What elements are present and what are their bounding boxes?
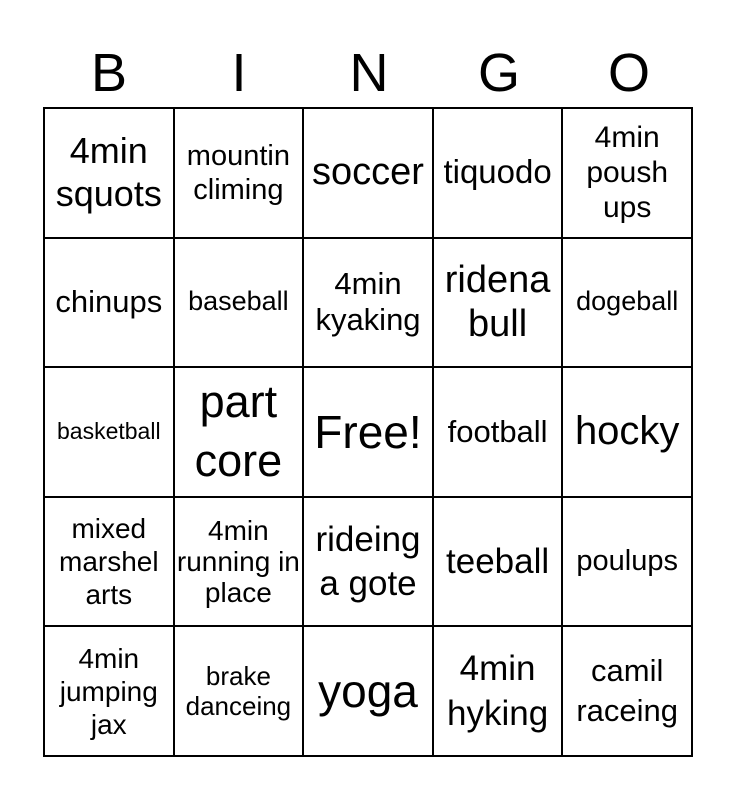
bingo-cell[interactable] <box>174 367 304 497</box>
bingo-cell[interactable] <box>433 626 563 756</box>
header-letter-n: N <box>349 43 389 103</box>
cell-text: camil raceing <box>576 652 679 729</box>
bingo-grid <box>43 107 693 757</box>
cell-text: 4min squots <box>55 130 162 214</box>
bingo-cell[interactable] <box>44 626 174 756</box>
cell-text: 4min jumping jax <box>59 642 158 740</box>
bingo-cell[interactable] <box>433 497 563 627</box>
cell-text: chinups <box>55 284 163 320</box>
cell-text: soccer <box>312 151 424 194</box>
cell-text: 4min kyaking <box>315 265 421 338</box>
cell-text: tiquodo <box>443 153 552 191</box>
bingo-cell[interactable] <box>44 108 174 238</box>
bingo-cell[interactable] <box>562 626 692 756</box>
bingo-cell[interactable] <box>433 238 563 368</box>
bingo-cell[interactable] <box>303 497 433 627</box>
cell-text: 4min hyking <box>447 648 549 734</box>
bingo-cell[interactable] <box>562 367 692 497</box>
cell-text: 4min poush ups <box>586 120 669 225</box>
header-letter-i: I <box>231 43 247 103</box>
cell-text: part core <box>194 376 283 486</box>
bingo-header <box>44 38 694 108</box>
bingo-cell[interactable] <box>433 367 563 497</box>
bingo-cell[interactable] <box>44 238 174 368</box>
bingo-cell[interactable] <box>562 238 692 368</box>
cell-text: teeball <box>446 541 550 581</box>
header-letter-b: B <box>90 43 128 103</box>
bingo-cell[interactable] <box>174 238 304 368</box>
cell-text: baseball <box>188 286 289 317</box>
header-letter-o: O <box>607 43 650 103</box>
cell-text: yoga <box>318 665 418 718</box>
bingo-cell[interactable] <box>562 108 692 238</box>
bingo-cell[interactable] <box>303 108 433 238</box>
cell-text: basketball <box>57 418 161 445</box>
bingo-cell[interactable] <box>174 497 304 627</box>
cell-text: ridena bull <box>444 258 551 346</box>
cell-text: hocky <box>574 409 680 454</box>
bingo-cell[interactable] <box>433 108 563 238</box>
cell-text: rideing a gote <box>315 519 421 603</box>
cell-text: mountin climing <box>186 139 290 206</box>
cell-text: dogeball <box>576 286 679 317</box>
cell-text: brake danceing <box>185 660 292 722</box>
cell-text: mixed marshel arts <box>59 513 159 611</box>
header-letter-g: G <box>477 43 520 103</box>
cell-text: poulups <box>576 545 678 578</box>
bingo-cell[interactable] <box>44 367 174 497</box>
bingo-cell[interactable] <box>303 238 433 368</box>
cell-text: Free! <box>314 405 422 458</box>
bingo-cell[interactable] <box>174 626 304 756</box>
bingo-cell[interactable] <box>562 497 692 627</box>
cell-text: 4min running in place <box>176 514 300 609</box>
bingo-cell[interactable] <box>174 108 304 238</box>
bingo-cell[interactable] <box>44 497 174 627</box>
bingo-cell[interactable] <box>303 367 433 497</box>
bingo-cell[interactable] <box>303 626 433 756</box>
cell-text: football <box>447 413 548 449</box>
